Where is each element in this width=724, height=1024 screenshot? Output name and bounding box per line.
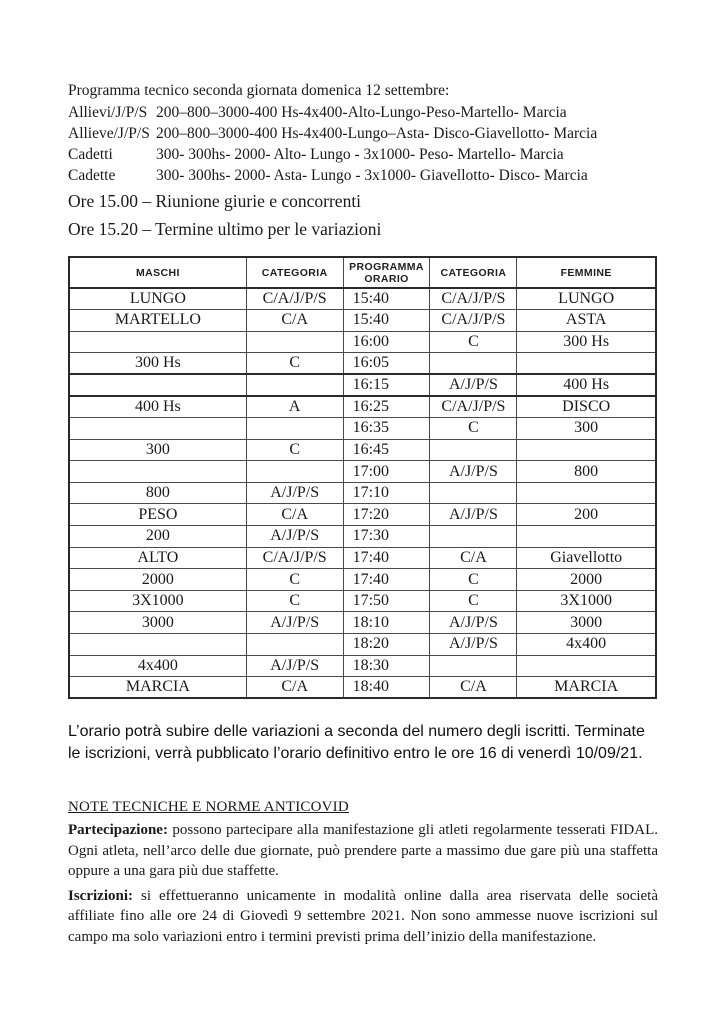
table-row	[69, 396, 656, 418]
schedule-note: Ore 15.00 – Riunione giurie e concorrenti	[68, 191, 362, 211]
orario-cell: 17:10	[343, 482, 430, 504]
categoria-right-cell: A/J/P/S	[430, 374, 517, 396]
maschi-cell: 200	[69, 526, 246, 548]
categoria-left-cell: C/A/J/P/S	[246, 288, 343, 310]
orario-cell: 16:35	[343, 418, 430, 440]
categoria-right-cell	[430, 526, 517, 548]
table-row	[69, 374, 656, 396]
intro-title: Programma tecnico seconda giornata domenica 12 settembre:	[68, 82, 450, 99]
femmine-cell: 400 Hs	[517, 374, 656, 396]
note-text: possono partecipare alla manifestazione gli atleti regolarmente tesserati FIDAL. Ogni atleta, nell’arco delle due giornate, può prendere parte a massimo due gare più una staffetta oppure a una gara più due staffette.	[68, 822, 658, 880]
program-line	[68, 165, 657, 186]
categoria-left-cell	[246, 634, 343, 656]
program-line	[68, 102, 657, 123]
table-row	[69, 526, 656, 548]
femmine-cell: MARCIA	[517, 677, 656, 699]
table-row	[69, 504, 656, 526]
maschi-cell: PESO	[69, 504, 246, 526]
orario-cell: 15:40	[343, 288, 430, 310]
categoria-right-cell: A/J/P/S	[430, 461, 517, 483]
orario-cell: 18:20	[343, 634, 430, 656]
categoria-left-cell	[246, 461, 343, 483]
categoria-right-cell: C/A	[430, 547, 517, 569]
femmine-cell: 4x400	[517, 634, 656, 656]
maschi-cell: LUNGO	[69, 288, 246, 310]
categoria-right-cell: C/A/J/P/S	[430, 310, 517, 332]
table-header-cell: MASCHI	[69, 257, 246, 288]
program-line	[68, 123, 657, 144]
table-header-cell: PROGRAMMA ORARIO	[343, 257, 430, 288]
femmine-cell: 300 Hs	[517, 331, 656, 353]
orario-cell: 17:20	[343, 504, 430, 526]
schedule-note: Ore 15.20 – Termine ultimo per le variazioni	[68, 219, 382, 239]
categoria-right-cell: C	[430, 569, 517, 591]
table-header-cell: CATEGORIA	[430, 257, 517, 288]
femmine-cell: 3000	[517, 612, 656, 634]
table-header-cell: CATEGORIA	[246, 257, 343, 288]
table-row	[69, 569, 656, 591]
maschi-cell: MARTELLO	[69, 310, 246, 332]
femmine-cell: 300	[517, 418, 656, 440]
categoria-left-cell: C/A	[246, 677, 343, 699]
categoria-right-cell	[430, 482, 517, 504]
program-category: Cadette	[68, 167, 116, 184]
table-row	[69, 655, 656, 677]
orario-cell: 17:40	[343, 547, 430, 569]
maschi-cell: 4x400	[69, 655, 246, 677]
categoria-right-cell: C/A/J/P/S	[430, 396, 517, 418]
categoria-left-cell: A	[246, 396, 343, 418]
program-events: 300- 300hs- 2000- Alto- Lungo - 3x1000- Peso- Martello- Marcia	[156, 146, 564, 163]
categoria-right-cell: C	[430, 418, 517, 440]
notes-heading: NOTE TECNICHE E NORME ANTICOVID	[68, 799, 349, 816]
orario-cell: 16:15	[343, 374, 430, 396]
categoria-right-cell: A/J/P/S	[430, 634, 517, 656]
program-events: 200–800–3000-400 Hs-4x400-Alto-Lungo-Peso-Martello- Marcia	[156, 104, 567, 121]
categoria-left-cell: A/J/P/S	[246, 482, 343, 504]
categoria-left-cell: C	[246, 439, 343, 461]
program-events: 300- 300hs- 2000- Asta- Lungo - 3x1000- Giavellotto- Disco- Marcia	[156, 167, 588, 184]
femmine-cell	[517, 655, 656, 677]
table-row	[69, 634, 656, 656]
categoria-left-cell	[246, 418, 343, 440]
femmine-cell	[517, 353, 656, 375]
femmine-cell: LUNGO	[517, 288, 656, 310]
table-row	[69, 461, 656, 483]
categoria-left-cell: A/J/P/S	[246, 612, 343, 634]
maschi-cell: ALTO	[69, 547, 246, 569]
maschi-cell	[69, 331, 246, 353]
categoria-right-cell	[430, 353, 517, 375]
table-row	[69, 547, 656, 569]
orario-cell: 17:30	[343, 526, 430, 548]
maschi-cell: MARCIA	[69, 677, 246, 699]
categoria-left-cell: C	[246, 590, 343, 612]
table-header-cell: FEMMINE	[517, 257, 656, 288]
categoria-right-cell: C/A/J/P/S	[430, 288, 517, 310]
categoria-right-cell	[430, 655, 517, 677]
categoria-right-cell: C	[430, 590, 517, 612]
categoria-right-cell: A/J/P/S	[430, 504, 517, 526]
categoria-right-cell	[430, 439, 517, 461]
note-paragraph	[68, 820, 658, 882]
orario-cell: 17:00	[343, 461, 430, 483]
femmine-cell	[517, 439, 656, 461]
table-row	[69, 288, 656, 310]
table-body	[69, 288, 656, 698]
table-row	[69, 331, 656, 353]
femmine-cell: 200	[517, 504, 656, 526]
categoria-left-cell	[246, 331, 343, 353]
categoria-left-cell: C	[246, 569, 343, 591]
maschi-cell: 3000	[69, 612, 246, 634]
program-events: 200–800–3000-400 Hs-4x400-Lungo–Asta- Disco-Giavellotto- Marcia	[156, 125, 598, 142]
femmine-cell: 2000	[517, 569, 656, 591]
note-text: si effettueranno unicamente in modalità online dalla area riservata delle società affiliate fino alle ore 24 di Giovedì 9 settembre 2021. Non sono ammesse nuove iscrizioni sul campo ma solo variazioni entro i termini previsti prima dell’inizio della manifestazione.	[68, 887, 658, 945]
orario-cell: 17:50	[343, 590, 430, 612]
notice-paragraph: L’orario potrà subire delle variazioni a seconda del numero degli iscritti. Terminate le iscrizioni, verrà pubblicato l’orario definitivo entro le ore 16 di venerdì 10/09/21.	[68, 723, 645, 763]
orario-cell: 18:10	[343, 612, 430, 634]
table-header-row	[69, 257, 656, 288]
maschi-cell	[69, 634, 246, 656]
femmine-cell: ASTA	[517, 310, 656, 332]
note-label: Iscrizioni:	[68, 887, 133, 904]
note-paragraph	[68, 886, 658, 948]
categoria-left-cell: A/J/P/S	[246, 655, 343, 677]
orario-cell: 16:00	[343, 331, 430, 353]
table-row	[69, 418, 656, 440]
femmine-cell	[517, 526, 656, 548]
orario-cell: 17:40	[343, 569, 430, 591]
orario-cell: 18:30	[343, 655, 430, 677]
table-row	[69, 482, 656, 504]
table-row	[69, 353, 656, 375]
program-category: Allieve/J/P/S	[68, 125, 150, 142]
maschi-cell: 300 Hs	[69, 353, 246, 375]
categoria-left-cell: C	[246, 353, 343, 375]
femmine-cell: 3X1000	[517, 590, 656, 612]
note-label: Partecipazione:	[68, 822, 168, 839]
table-row	[69, 590, 656, 612]
categoria-right-cell: C	[430, 331, 517, 353]
table-row	[69, 310, 656, 332]
table-row	[69, 439, 656, 461]
maschi-cell: 2000	[69, 569, 246, 591]
categoria-left-cell: A/J/P/S	[246, 526, 343, 548]
orario-cell: 18:40	[343, 677, 430, 699]
categoria-left-cell: C/A/J/P/S	[246, 547, 343, 569]
maschi-cell: 300	[69, 439, 246, 461]
categoria-left-cell	[246, 374, 343, 396]
femmine-cell	[517, 482, 656, 504]
orario-cell: 16:25	[343, 396, 430, 418]
categoria-right-cell: A/J/P/S	[430, 612, 517, 634]
maschi-cell	[69, 374, 246, 396]
femmine-cell: DISCO	[517, 396, 656, 418]
categoria-left-cell: C/A	[246, 310, 343, 332]
table-row	[69, 612, 656, 634]
categoria-right-cell: C/A	[430, 677, 517, 699]
maschi-cell	[69, 418, 246, 440]
maschi-cell: 400 Hs	[69, 396, 246, 418]
program-category: Cadetti	[68, 146, 113, 163]
orario-cell: 15:40	[343, 310, 430, 332]
maschi-cell: 800	[69, 482, 246, 504]
maschi-cell: 3X1000	[69, 590, 246, 612]
program-line	[68, 144, 657, 165]
events-table	[68, 256, 657, 699]
program-category: Allievi/J/P/S	[68, 104, 148, 121]
orario-cell: 16:05	[343, 353, 430, 375]
maschi-cell	[69, 461, 246, 483]
femmine-cell: 800	[517, 461, 656, 483]
orario-cell: 16:45	[343, 439, 430, 461]
femmine-cell: Giavellotto	[517, 547, 656, 569]
table-row	[69, 677, 656, 699]
categoria-left-cell: C/A	[246, 504, 343, 526]
